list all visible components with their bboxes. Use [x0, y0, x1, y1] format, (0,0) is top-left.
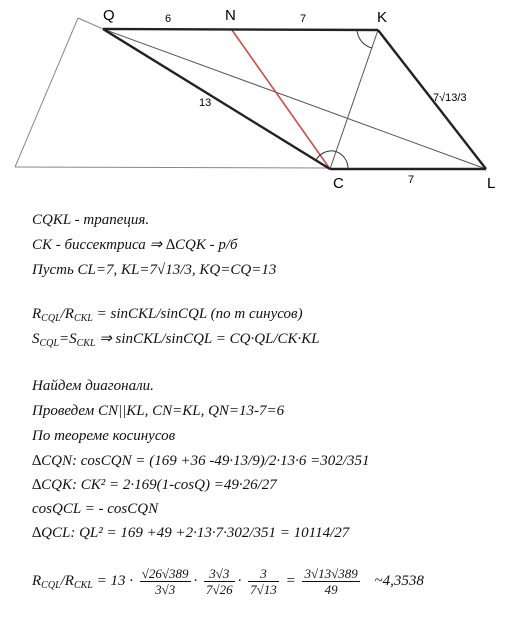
point-label-C: C — [333, 175, 344, 192]
length-label-QN: 6 — [165, 13, 172, 25]
text-line-radius-ratio: $R_{CQL}/R_{CKL}$ = sinCKL/sinCQL (по т синусов) — [32, 306, 303, 324]
point-label-K: K — [377, 9, 388, 26]
text-line-cosine-theorem: По теореме косинусов — [32, 428, 176, 444]
point-label-L: L — [487, 175, 496, 192]
side-QK — [103, 29, 378, 30]
text-line-trapezoid: CQKL - трапеция. — [32, 212, 150, 228]
diagonal-KC — [330, 30, 378, 169]
fraction-1: $\frac{√26√389}{3√3}$ — [141, 566, 189, 597]
side-KL — [378, 30, 486, 169]
text-line-find-diagonals: Найдем диагонали. — [32, 378, 154, 394]
left-extension-line — [78, 18, 103, 29]
length-label-KL: 7√13/3 — [433, 92, 467, 104]
fraction-2: $\frac{3√3}{7√26}$ — [206, 566, 233, 597]
text-line-final-ratio: $R_{CQL}/R_{CKL} = 13$ · $\frac{√26√389}{3√3}$ · $\frac{3√3}{7√26}$ · $\frac{3}{7√13}$ = $\frac{3√13√389}{49}$ ~4,3538 — [32, 566, 424, 597]
length-label-NK: 7 — [300, 13, 307, 25]
text-line-bisector: CK - биссектриса ⇒ ∆CQK - р/б — [32, 237, 238, 253]
text-line-cqn: ∆CQN: cosCQN = (169 +36 -49·13/9)/2·13·6 =302/351 — [32, 453, 370, 469]
point-label-Q: Q — [103, 7, 115, 24]
text-line-cosqcl: cosQCL = - cosCQN — [32, 501, 159, 517]
text-line-cqk: ∆CQK: CK² = 2·169(1-cosQ) =49·26/27 — [32, 477, 277, 493]
text-line-draw-cn: Проведем CN||KL, CN=KL, QN=13-7=6 — [32, 403, 285, 419]
text-line-qcl: ∆QCL: QL² = 169 +49 +2·13·7·302/351 = 10114/27 — [32, 525, 350, 541]
text-line-area-ratio: $S_{CQL}=S_{CKL}$ ⇒ sinCKL/sinCQL = CQ·QL/CK·KL — [32, 331, 320, 349]
trapezoid-figure — [0, 0, 505, 200]
angle-arc-C — [316, 151, 348, 169]
point-label-N: N — [225, 7, 236, 24]
approx-value: ~4,3538 — [374, 572, 424, 589]
segment-CN — [232, 30, 330, 169]
fraction-3: $\frac{3}{7√13}$ — [250, 566, 277, 597]
angle-arc-K — [357, 30, 372, 48]
bottom-extension-line — [15, 167, 330, 168]
fraction-4: $\frac{3√13√389}{49}$ — [304, 566, 358, 597]
length-label-QC: 13 — [199, 97, 212, 109]
left-slant-line — [15, 18, 78, 167]
length-label-CL: 7 — [408, 174, 415, 186]
text-line-given: Пусть CL=7, KL=7√13/3, KQ=CQ=13 — [32, 262, 277, 278]
